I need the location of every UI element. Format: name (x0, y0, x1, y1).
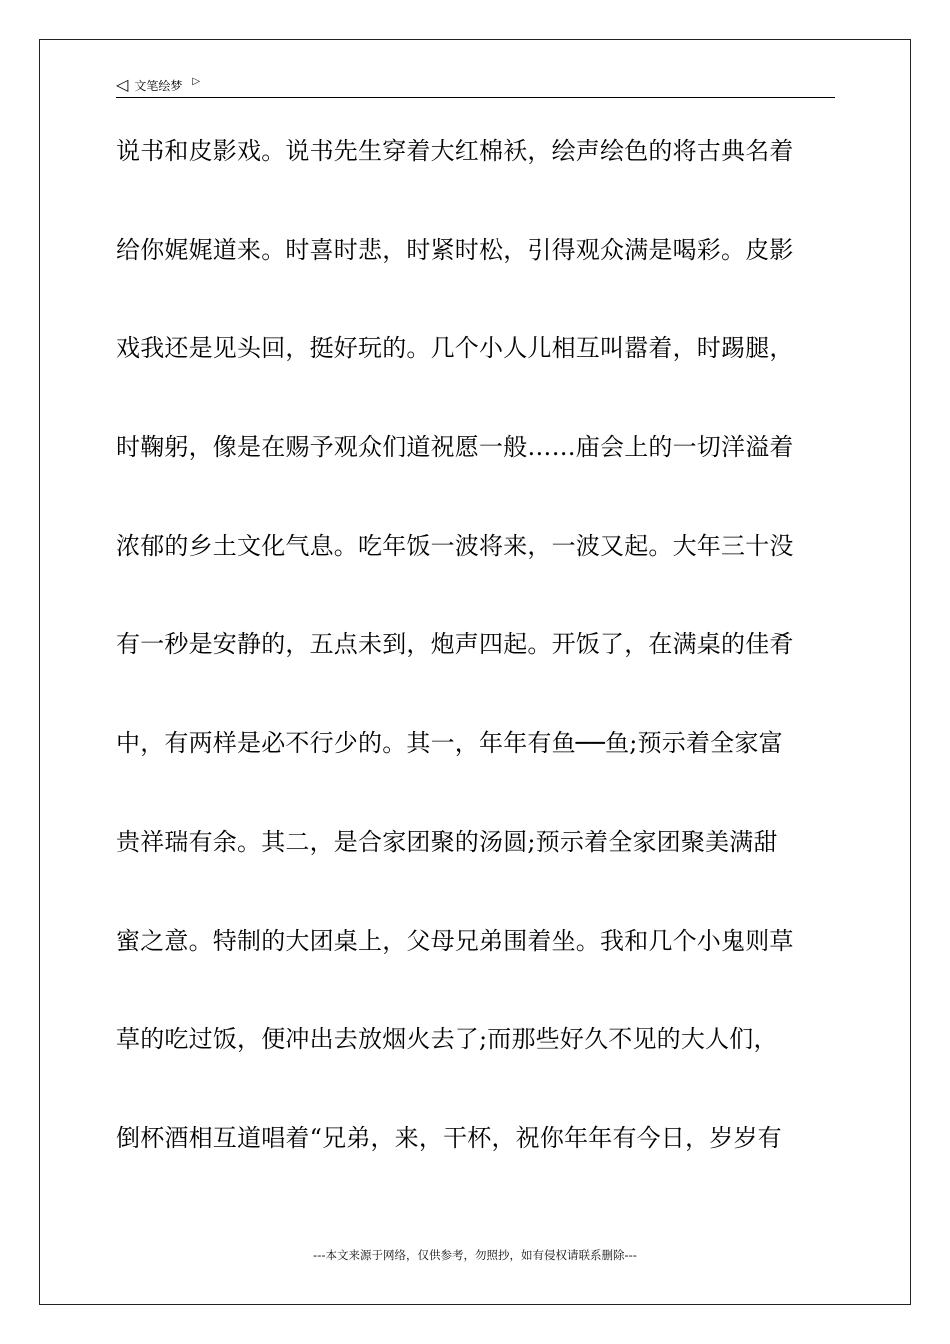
text-line: 浓郁的乡土文化气息。吃年饭一波将来，一波又起。大年三十没 (116, 531, 794, 560)
left-triangle-icon: ◁ (116, 75, 129, 94)
body-text (116, 126, 856, 1212)
text-line: 时鞠躬，像是在赐予观众们道祝愿一般……庙会上的一切洋溢着 (116, 433, 794, 462)
text-line: 戏我还是见头回，挺好玩的。几个小人儿相互叫嚣着，时踢腿， (116, 334, 794, 363)
footer-disclaimer: ---本文来源于网络，仅供参考，勿照抄，如有侵权请联系删除--- (313, 1248, 637, 1262)
text-line: 蜜之意。特制的大团桌上，父母兄弟围着坐。我和几个小鬼则草 (116, 926, 794, 955)
header-title: 文笔绘梦 (134, 78, 183, 93)
right-triangle-icon: ▷ (192, 76, 201, 87)
header-divider (116, 97, 835, 98)
text-line: 说书和皮影戏。说书先生穿着大红棉袄，绘声绘色的将古典名着 (116, 137, 794, 165)
text-line: 有一秒是安静的，五点未到，炮声四起。开饭了，在满桌的佳肴 (116, 630, 794, 659)
text-line: 草的吃过饭，便冲出去放烟火去了;而那些好久不见的大人们， (116, 1025, 778, 1054)
text-line: 给你娓娓道来。时喜时悲，时紧时松，引得观众满是喝彩。皮影 (116, 235, 794, 264)
text-line: 中，有两样是必不行少的。其一，年年有鱼──鱼;预示着全家富 (116, 729, 783, 758)
page-header (116, 72, 835, 98)
text-line: 贵祥瑞有余。其二，是合家团聚的汤圆;预示着全家团聚美满甜 (116, 827, 778, 856)
text-line: 倒杯酒相互道唱着“兄弟，来，干杯，祝你年年有今日，岁岁有 (116, 1123, 782, 1152)
